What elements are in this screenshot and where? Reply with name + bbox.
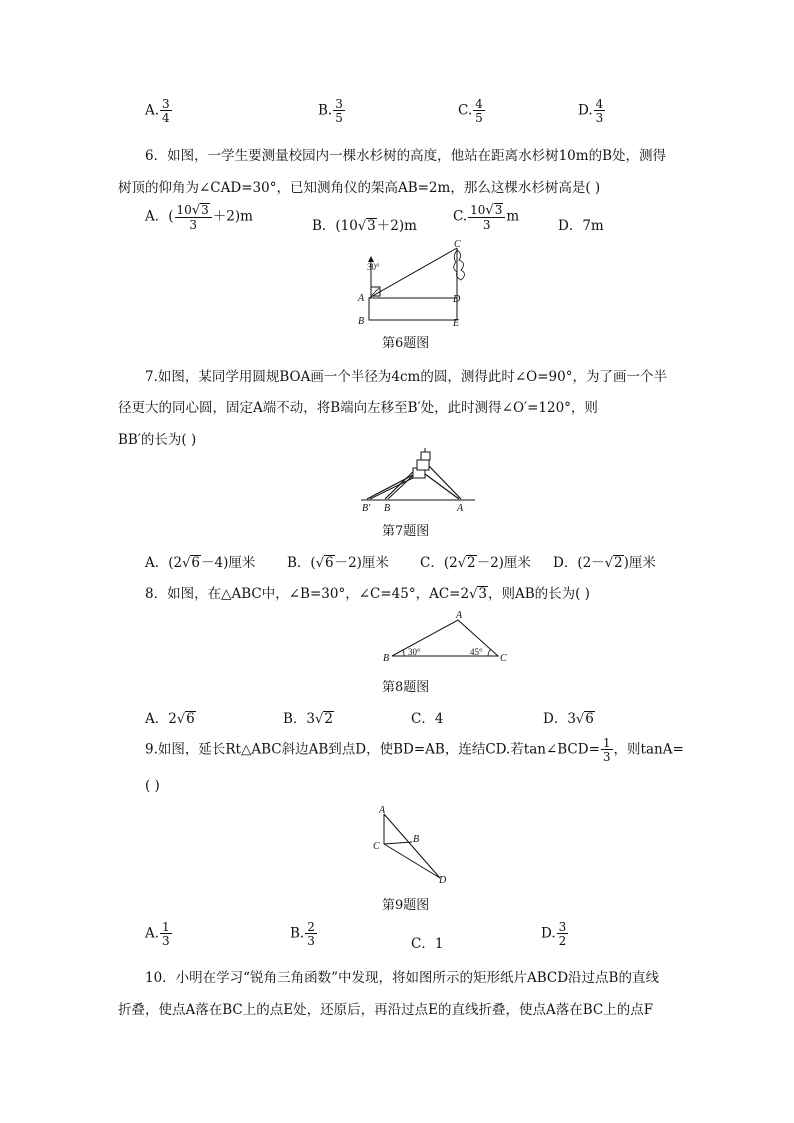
- q8-figure: [380, 608, 515, 664]
- q9-label-c: C: [373, 841, 380, 852]
- q7-option-a: A．(2√6－4)厘米: [145, 555, 256, 571]
- q6-option-b: B．(10√3＋2)m: [312, 218, 417, 234]
- q8-angle-b: 30°: [408, 647, 421, 657]
- q7-figure: [355, 448, 480, 514]
- q6-label-d: D: [453, 294, 461, 305]
- q9-label-b: B: [413, 834, 420, 845]
- q8-caption: 第8题图: [382, 680, 430, 695]
- q8-option-c: C．4: [411, 711, 444, 727]
- q7-label-a: A: [457, 503, 464, 514]
- q8-option-a: A．2√6: [145, 711, 195, 727]
- q8-label-b: B: [383, 653, 390, 664]
- q8-angle-c: 45°: [470, 647, 483, 657]
- q6-caption: 第6题图: [382, 336, 430, 351]
- q7-option-c: C．(2√2－2)厘米: [420, 555, 531, 571]
- q8-option-b: B．3√2: [283, 711, 333, 727]
- q9-stem-line1: 9.如图，延长Rt△ABC斜边AB到点D，使BD=AB，连结CD.若tan∠BCD= $\frac{1}{3}$ ，则tanA=: [145, 736, 684, 764]
- q6-label-b: B: [358, 316, 365, 327]
- q7-option-b: B．(√6－2)厘米: [287, 555, 389, 571]
- q6-option-c: C. $\frac{10√3}{3}$ m: [453, 203, 520, 232]
- q8-option-d: D．3√6: [543, 711, 594, 727]
- q7-stem-line3: BB′的长为( ): [118, 432, 197, 448]
- q8-label-a: A: [456, 610, 463, 621]
- q9-option-b: B. $\frac{2}{3}$: [290, 920, 315, 948]
- q6-option-a: A．( $\frac{10√3}{3}$ ＋2)m: [145, 203, 253, 232]
- q6-label-c: C: [454, 239, 461, 250]
- q7-option-d: D．(2－√2)厘米: [553, 555, 656, 571]
- q9-option-c: C．1: [411, 936, 444, 952]
- q9-figure: [370, 802, 455, 886]
- q6-stem-line2: 树顶的仰角为∠CAD=30°，已知测角仪的架高AB=2m，那么这棵水杉树高是( ): [118, 180, 601, 196]
- q6-label-a: A: [358, 293, 365, 304]
- q5-option-a: A. $\frac{3}{4}$: [145, 97, 170, 125]
- q5-option-d: D. $\frac{4}{3}$: [578, 97, 604, 125]
- q6-stem-line1: 6．如图，一学生要测量校园内一棵水杉树的高度，他站在距离水杉树10m的B处，测得: [145, 148, 666, 164]
- q8-label-c: C: [500, 653, 507, 664]
- q9-option-a: A. $\frac{1}{3}$: [145, 920, 170, 948]
- q6-figure: [355, 238, 485, 330]
- q7-label-b-prime: B′: [362, 503, 371, 514]
- q6-label-e: E: [453, 318, 460, 329]
- q5-option-b: B. $\frac{3}{5}$: [318, 97, 343, 125]
- q10-stem-line1: 10．小明在学习“锐角三角函数”中发现，将如图所示的矩形纸片ABCD沿过点B的直线: [145, 970, 659, 986]
- q9-option-d: D. $\frac{3}{2}$: [541, 920, 567, 948]
- q7-caption: 第7题图: [382, 524, 430, 539]
- q8-stem: 8．如图，在△ABC中，∠B=30°，∠C=45°，AC=2√3，则AB的长为( ): [145, 586, 590, 602]
- q6-angle-label: 30°: [367, 262, 380, 272]
- q9-label-a: A: [379, 805, 386, 816]
- q9-caption: 第9题图: [382, 898, 430, 913]
- q9-stem-line2: ( ): [145, 778, 160, 794]
- q5-option-c: C. $\frac{4}{5}$: [458, 97, 483, 125]
- q10-stem-line2: 折叠，使点A落在BC上的点E处，还原后，再沿过点E的直线折叠，使点A落在BC上的点F: [118, 1002, 654, 1018]
- q6-option-d: D．7m: [558, 218, 604, 234]
- q7-stem-line1: 7.如图，某同学用圆规BOA画一个半径为4cm的圆，测得此时∠O=90°，为了画一个半: [145, 369, 667, 385]
- q9-label-d: D: [439, 875, 447, 886]
- q7-stem-line2: 径更大的同心圆，固定A端不动，将B端向左移至B′处，此时测得∠O′=120°，则: [118, 400, 598, 416]
- q7-label-b: B: [384, 503, 391, 514]
